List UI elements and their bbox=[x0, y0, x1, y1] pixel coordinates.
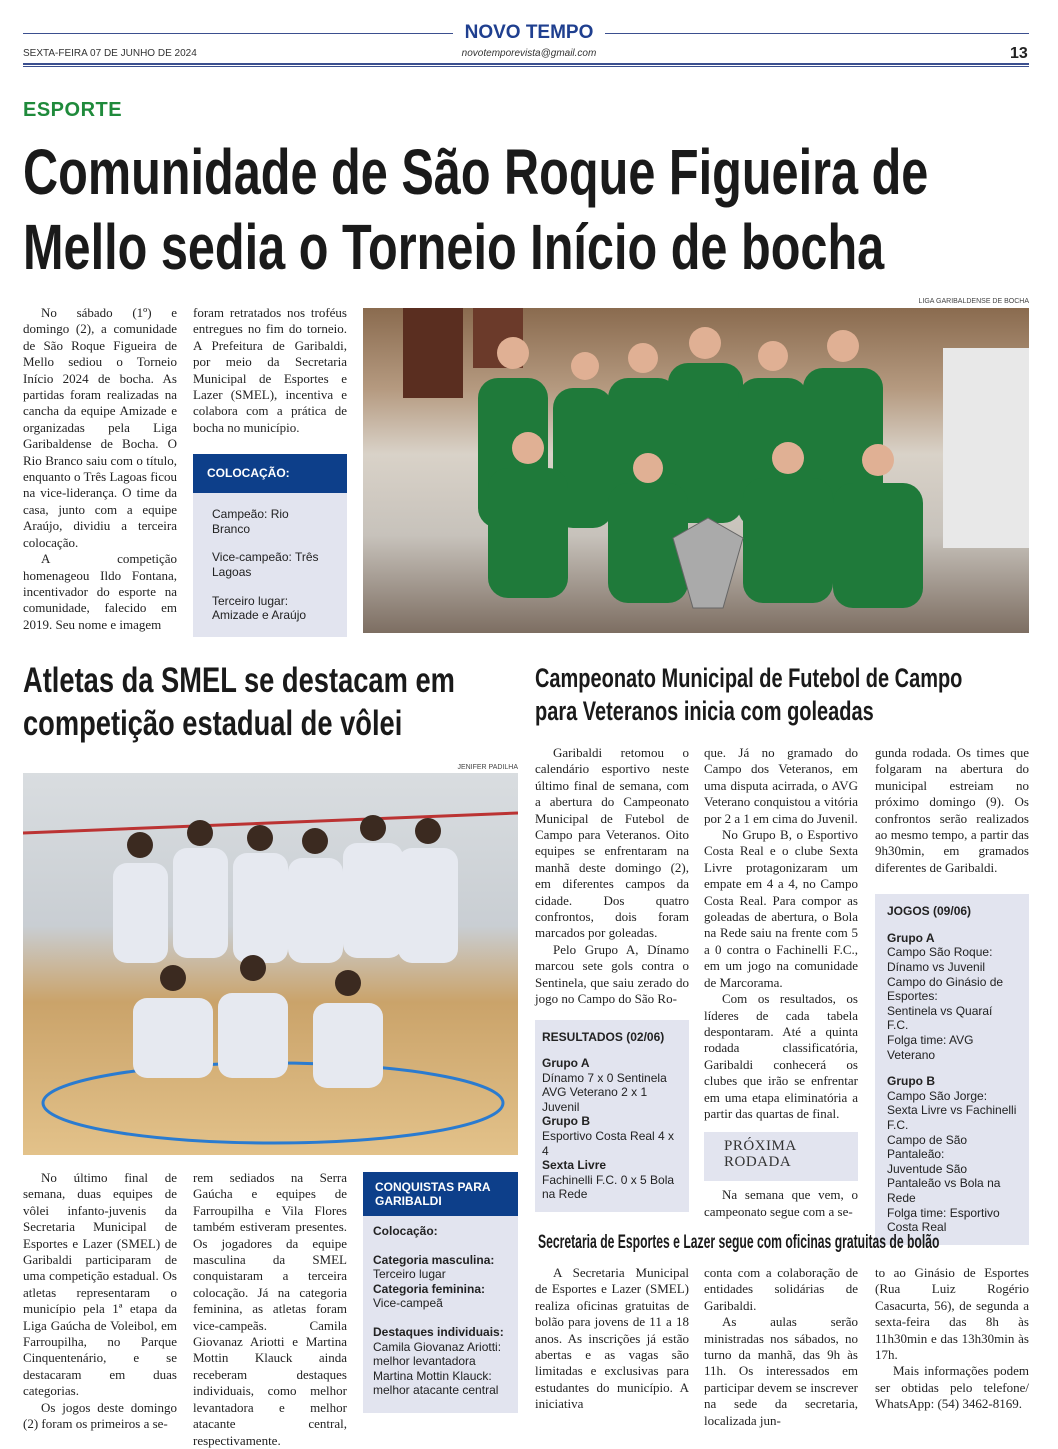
box-value: Terceiro lugar bbox=[373, 1267, 446, 1282]
paragraph: foram retratados nos troféus entregues no fim do torneio. A Prefeitura de Garibaldi, por meio da Secretaria Municipal de Esportes e Lazer (SMEL), incentiva e colabora com a prática de bocha no município. bbox=[193, 305, 347, 435]
header-double-rule bbox=[23, 63, 1029, 67]
contact-email: novotemporevista@gmail.com bbox=[461, 48, 597, 59]
paragraph: As aulas serão ministradas nos sábados, no turno da manhã, das 9h às 11h. Os interessados em participar devem se inscrever na sede da secretaria, localizada jun- bbox=[704, 1314, 858, 1428]
photo-credit: JENIFER PADILHA bbox=[457, 764, 518, 771]
bocha-team-photo bbox=[363, 308, 1029, 633]
box-label: Destaques individuais: bbox=[373, 1324, 504, 1339]
futebol-headline-line2: para Veteranos inicia com goleadas bbox=[535, 696, 874, 726]
header-rule-left bbox=[23, 33, 453, 34]
volei-column-1 bbox=[23, 1170, 177, 1433]
futebol-column-2 bbox=[704, 745, 858, 1220]
paragraph: que. Já no gramado do Campo dos Veteranos, em uma disputa acirrada, o AVG Veterano conquistou a vitória por 2 a 1 em cima do Juvenil. bbox=[704, 745, 858, 826]
paragraph: rem sediados na Serra Gaúcha e equipes de Farroupilha e Vila Flores também estiveram presentes. Os jogadores da equipe masculina da SMEL conquistaram a terceira colocação. Já na categoria feminina, as atletas foram vice-campeãs. Camila Giovanaz Ariotti e Martina Mottin Klauck ainda receberam destaques individuais, como melhor levantadora e melhor atacante central, respectivamente. bbox=[193, 1170, 347, 1448]
game-line: Campo São Jorge: bbox=[887, 1088, 988, 1103]
result-line: AVG Veterano 2 x 1 Juvenil bbox=[542, 1085, 648, 1114]
team-figures bbox=[23, 773, 518, 1155]
conquistas-box bbox=[363, 1172, 518, 1413]
game-line: Folga time: AVG Veterano bbox=[887, 1033, 974, 1062]
paragraph: No Grupo B, o Esportivo Costa Real e o clube Sexta Livre protagonizaram um empate em 4 a 4, no Campo Costa Real. Para compor as goleadas de abertura, o Bola na Rede saiu na frente com 5 a 0 contra o Fachinelli F.C., em um jogo na comunidade de Marcorama. bbox=[704, 827, 858, 990]
team-figures bbox=[363, 308, 1029, 633]
game-line: Juventude São Pantaleão vs Bola na Rede bbox=[887, 1161, 1001, 1205]
bocha-column-1 bbox=[23, 305, 177, 633]
game-line: Campo São Roque: bbox=[887, 945, 993, 960]
game-line: Folga time: Esportivo Costa Real bbox=[887, 1205, 1000, 1235]
volei-column-2 bbox=[193, 1170, 347, 1449]
paragraph: Mais informações podem ser obtidas pelo telefone/ WhatsApp: (54) 3462-8169. bbox=[875, 1363, 1029, 1412]
paragraph: A Secretaria Municipal de Esportes e Lazer (SMEL) realiza oficinas gratuitas de bolão para jovens de 11 a 18 anos. As inscrições já estão abertas e as vagas são limitadas e exclusivas para estudantes do município. A iniciativa bbox=[535, 1265, 689, 1412]
game-line: Sentinela vs Quaraí F.C. bbox=[887, 1003, 993, 1033]
paragraph: gunda rodada. Os times que folgaram na abertura do municipal estreiam no próximo domingo (9). Os confrontos serão realizados ao mesmo tempo, a partir das 9h30min, em gramados diferentes de Garibaldi. bbox=[875, 745, 1029, 875]
game-line: Campo do Ginásio de Esportes: bbox=[887, 974, 1004, 1004]
paragraph: Com os resultados, os líderes de cada tabela despontaram. Até a quinta rodada classificatória, Garibaldi conhecerá os clubes que irão se enfrentar em uma etapa eliminatória a partir das quartas de final. bbox=[704, 991, 858, 1121]
paragraph: A competição homenageou Ildo Fontana, incentivador do esporte na comunidade, falecido em 2019. Seu nome e imagem bbox=[23, 551, 177, 632]
paragraph: No sábado (1º) e domingo (2), a comunidade de São Roque Figueira de Mello sediou o Torneio Início 2024 de bocha. As partidas foram realizadas na cancha da equipe Amizade e organizadas pela Liga Garibaldense de Bocha. O Rio Branco saiu com o título, enquanto o Três Lagoas ficou na vice-liderança. O time da casa, junto com a equipe Araújo, dividiu a terceira colocação. bbox=[23, 305, 177, 550]
page-number: 13 bbox=[1010, 45, 1028, 62]
box-title: COLOCAÇÃO: bbox=[193, 454, 347, 493]
box-item: Campeão: Rio Branco bbox=[212, 507, 289, 536]
box-value: Camila Giovanaz Ariotti: melhor levantadora bbox=[373, 1339, 502, 1369]
result-line: Dínamo 7 x 0 Sentinela bbox=[542, 1070, 667, 1085]
colocacao-box bbox=[193, 454, 347, 637]
box-title: JOGOS (09/06) bbox=[887, 904, 972, 919]
bocha-headline-line2: Mello sedia o Torneio Início de bocha bbox=[23, 211, 885, 283]
bolao-column-2 bbox=[704, 1265, 858, 1429]
group-label: Grupo A bbox=[542, 1056, 590, 1071]
bolao-headline: Secretaria de Esportes e Lazer segue com oficinas gratuitas de bolão bbox=[538, 1232, 940, 1253]
bocha-headline-line1: Comunidade de São Roque Figueira de bbox=[23, 136, 929, 208]
masthead: NOVO TEMPO bbox=[464, 22, 594, 43]
bocha-column-2 bbox=[193, 305, 347, 637]
section-label: ESPORTE bbox=[23, 99, 123, 121]
bolao-column-1 bbox=[535, 1265, 689, 1413]
volei-headline-line1: Atletas da SMEL se destacam em bbox=[23, 661, 455, 700]
futebol-column-1 bbox=[535, 745, 689, 1212]
group-label: Grupo B bbox=[887, 1074, 935, 1089]
result-line: Esportivo Costa Real 4 x 4 bbox=[542, 1129, 675, 1158]
paragraph: to ao Ginásio de Esportes (Rua Luiz Rogério Casacurta, 56), de segunda a sexta-feira das 8h às 11h30min e das 13h30min às 17h. bbox=[875, 1265, 1029, 1363]
futebol-column-3 bbox=[875, 745, 1029, 1245]
box-title: CONQUISTAS PARA GARIBALDI bbox=[363, 1172, 518, 1216]
box-label: Categoria masculina: bbox=[373, 1252, 495, 1267]
paragraph: conta com a colaboração de entidades solidárias de Garibaldi. bbox=[704, 1265, 858, 1313]
futebol-headline-line1: Campeonato Municipal de Futebol de Campo bbox=[535, 663, 963, 693]
box-value: Martina Mottin Klauck: melhor atacante central bbox=[373, 1368, 499, 1398]
jogos-box bbox=[875, 894, 1029, 1244]
box-label: Categoria feminina: bbox=[373, 1281, 486, 1296]
result-line: Sexta Livre bbox=[542, 1158, 607, 1173]
bolao-column-3 bbox=[875, 1265, 1029, 1413]
box-title: RESULTADOS (02/06) bbox=[542, 1029, 665, 1044]
game-line: Sexta Livre vs Fachinelli F.C. bbox=[887, 1103, 1017, 1132]
result-line: Fachinelli F.C. 0 x 5 Bola na Rede bbox=[542, 1172, 675, 1202]
paragraph: No último final de semana, duas equipes de vôlei infanto-juvenis da Secretaria Municipal de Esportes e Lazer (SMEL) de Garibaldi participaram de uma competição estadual. Os atletas representaram o município pela 1ª etapa da Liga Gaúcha de Voleibol, em Farroupilha, no Parque Cinquentenário, e se destacaram em duas categorias. bbox=[23, 1170, 177, 1399]
paragraph: Pelo Grupo A, Dínamo marcou sete gols contra o Sentinela, que saiu zerado do jogo no Campo do São Ro- bbox=[535, 941, 689, 1007]
proxima-rodada-box: PRÓXIMA RODADA bbox=[704, 1132, 858, 1181]
game-line: Campo de São Pantaleão: bbox=[887, 1132, 968, 1162]
header-rule-right bbox=[605, 33, 1029, 34]
box-value: Vice-campeã bbox=[373, 1296, 443, 1311]
box-item: Vice-campeão: Três Lagoas bbox=[212, 550, 319, 580]
paragraph: Na semana que vem, o campeonato segue com a se- bbox=[704, 1187, 858, 1219]
paragraph: Garibaldi retomou o calendário esportivo neste último final de semana, com a abertura do Campeonato Municipal de Futebol de Campo para Veteranos. Oito equipes se enfrentaram na manhã deste domingo (2), em diferentes campos da cidade. Dos quatro confrontos, dois foram marcados por goleadas. bbox=[535, 745, 689, 941]
volei-team-photo bbox=[23, 773, 518, 1155]
paragraph: Os jogos deste domingo (2) foram os primeiros a se- bbox=[23, 1399, 177, 1432]
volei-headline-line2: competição estadual de vôlei bbox=[23, 704, 403, 743]
box-item: Terceiro lugar: Amizade e Araújo bbox=[212, 593, 307, 623]
group-label: Grupo B bbox=[542, 1114, 590, 1129]
issue-date: SEXTA-FEIRA 07 DE JUNHO DE 2024 bbox=[23, 48, 197, 59]
box-label: Colocação: bbox=[373, 1224, 438, 1238]
game-line: Dínamo vs Juvenil bbox=[887, 960, 986, 975]
photo-credit: LIGA GARIBALDENSE DE BOCHA bbox=[918, 298, 1029, 305]
resultados-box bbox=[535, 1020, 689, 1213]
group-label: Grupo A bbox=[887, 930, 935, 945]
